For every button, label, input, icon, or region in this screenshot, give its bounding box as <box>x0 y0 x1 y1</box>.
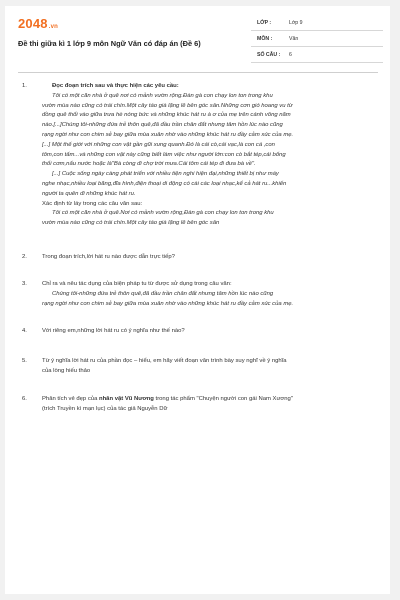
document-header <box>5 6 390 66</box>
passage-line: [...] Cuộc sống ngày càng phát triển với nhiều tiện nghi hiện đại,những thiết bị như máy <box>52 171 279 178</box>
meta-key: LỚP : <box>257 20 272 26</box>
question-text-line <box>42 395 380 405</box>
logo-text: 2048 <box>18 16 48 31</box>
question-heading: Đọc đoạn trích sau và thực hiện các yêu cầu: <box>52 83 179 89</box>
question-body <box>42 357 380 377</box>
question-instruction: Xác định từ láy trong các câu văn sau: <box>42 200 143 207</box>
site-logo[interactable] <box>18 16 58 31</box>
question-number: 6. <box>22 396 27 402</box>
passage-line: vườn mùa nào cũng có trái chín.Một cây táo già lặng lẽ bên góc sân.Những cơn gió hoang vu từ <box>42 102 293 109</box>
quote-line: rạng ngời như con chim sẻ bay giữa mùa xuân nhờ vào những khúc hát ru đầy cảm xúc của mẹ. <box>42 300 294 307</box>
quote-line: vườn mùa nào cũng có trái chín.Một cây táo già lặng lẽ bên góc sân <box>42 220 220 227</box>
passage-line: Tôi có một căn nhà ở quê nơi có mảnh vườn rộng.Đàn gà con chạy lon ton trong khu <box>52 92 273 99</box>
quote-line: Tôi có một căn nhà ở quê.Nơi có mảnh vườn rộng,Đàn gà con chạy lon ton trong khu <box>52 210 274 217</box>
passage-line: đồng quê thổi vào giữa trưa hè nóng bức và những khúc hát ru à ơ của mẹ trên cánh võng năm <box>42 112 291 119</box>
passage-line: nghe nhạc,nhiều loại băng,đĩa hình,điện thoại di động có cài các loại nhạc,kể cả hát ru...khiến <box>42 180 287 187</box>
quote-line: Chúng tôi-những đứa trẻ thôn quê,đã đầu trần chân đất nhưng tâm hồn lúc nào cũng <box>52 290 274 297</box>
passage-line: rạng ngời như con chim sẻ bay giữa mùa xuân nhờ vào những khúc hát ru đầy cảm xúc của mẹ. <box>42 131 294 138</box>
question-number: 1. <box>22 83 27 89</box>
passage-line: thổi cơm,nấu nước hoặc là"Bà còng đi chợ trời mưa.Cái tôm cái tép đi đưa bà về". <box>42 161 256 168</box>
question-number: 3. <box>22 281 27 287</box>
question-text: Với riêng em,những lời hát ru có ý nghĩa như thế nào? <box>42 328 185 334</box>
question-number: 4. <box>22 328 27 334</box>
meta-row-subject <box>251 31 383 47</box>
meta-key: MÔN : <box>257 36 273 42</box>
passage-line: người ta quên đi những khúc hát ru. <box>42 190 136 197</box>
logo-suffix: .vn <box>48 24 59 30</box>
question-body <box>42 82 380 229</box>
passage-line: nào.[...]Chúng tôi-những đứa trẻ thôn quê,đã đầu trần chân đất nhưng tâm hồn lúc nào cũng <box>42 122 283 129</box>
page-title: Đề thi giữa kì 1 lớp 9 môn Ngữ Văn có đáp án (Đề 6) <box>18 39 201 48</box>
question-body <box>42 280 380 309</box>
meta-row-class <box>251 15 383 31</box>
question-number: 5. <box>22 358 27 364</box>
question-number: 2. <box>22 254 27 260</box>
meta-value: 6 <box>289 52 292 58</box>
character-name: nhân vật Vũ Nương <box>98 396 154 402</box>
meta-row-count <box>251 47 383 63</box>
meta-value: Lớp 9 <box>289 20 303 26</box>
question-body <box>42 253 380 263</box>
question-text-post: trong tác phẩm "Chuyện người con gái Nam Xương" <box>153 396 293 402</box>
question-text: Trong đoạn trích,lời hát ru nào được dẫn trực tiếp? <box>42 254 175 260</box>
meta-key: SỐ CÂU : <box>257 52 281 58</box>
question-body <box>42 327 380 337</box>
question-body <box>42 395 380 415</box>
question-text-pre: Phân tích vẻ đẹp của <box>42 396 99 402</box>
question-text-line: của lòng hiếu thảo <box>42 367 91 374</box>
passage-line: tôm,con tấm...và những con vật này cũng biết làm việc như người lớn:con cò bắt tép,cái bống <box>42 151 286 158</box>
passage-line: [...] Một thế giới với những con vật gần gũi xung quanh.Đó là cái cò,cái vạc,là con cá ,con <box>42 141 275 148</box>
question-text-line: Từ ý nghĩa lời hát ru của phần đọc – hiểu, em hãy viết đoạn văn trình bày suy nghĩ về ý nghĩa <box>42 358 287 364</box>
meta-value: Văn <box>289 36 299 42</box>
question-text: Chỉ ra và nêu tác dụng của biện pháp tu từ được sử dụng trong câu văn: <box>42 281 232 287</box>
question-text-line: (trích Truyền kì mạn lục) của tác giả Nguyễn Dữ <box>42 405 168 412</box>
document-page <box>5 6 390 594</box>
header-divider <box>18 72 378 73</box>
